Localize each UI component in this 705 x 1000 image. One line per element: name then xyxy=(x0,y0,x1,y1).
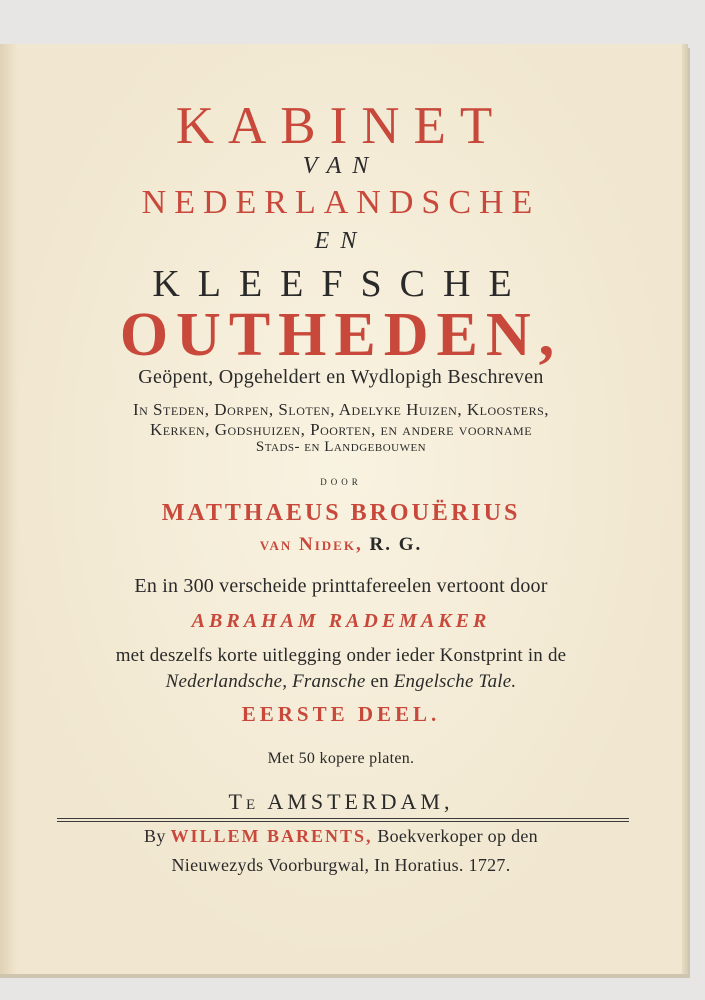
language-conjunction: en xyxy=(370,671,389,692)
title-line-kabinet: KABINET xyxy=(175,97,507,155)
title-line-van: VAN xyxy=(302,153,380,179)
imprint-rule-top xyxy=(57,818,629,819)
page-edge xyxy=(682,44,688,974)
plates-note: Met 50 kopere platen. xyxy=(267,750,415,767)
title-line-outheden: OUTHEDEN, xyxy=(119,301,563,369)
title-line-nederlandsche: NEDERLANDSCHE xyxy=(141,184,541,221)
title-line-kleefsche: KLEEFSCHE xyxy=(152,263,530,305)
author-title: R. G. xyxy=(369,534,423,555)
publisher-name: WILLEM BARENTS, xyxy=(170,826,373,846)
imprint-profession: Boekverkoper op den xyxy=(377,826,538,846)
language-french: Fransche xyxy=(292,671,366,692)
explanation-line-2 xyxy=(0,671,682,693)
place-of-publication: Te AMSTERDAM, xyxy=(228,789,454,814)
places-line-1: In Steden, Dorpen, Sloten, Adelyke Huizen, Kloosters, xyxy=(132,400,550,419)
volume-label: EERSTE DEEL. xyxy=(241,702,441,726)
prints-line: En in 300 verscheide printtafereelen vertoont door xyxy=(134,575,548,597)
imprint-line-2: Nieuwezyds Voorburgwal, In Horatius. 1727. xyxy=(171,855,511,875)
imprint-by: By xyxy=(144,826,166,846)
author-surname-suffix: van Nidek, xyxy=(259,534,363,555)
artist-name: ABRAHAM RADEMAKER xyxy=(191,610,491,632)
author-line-2 xyxy=(0,534,682,556)
language-english: Engelsche Tale. xyxy=(393,671,517,692)
author-name: MATTHAEUS BROUËRIUS xyxy=(161,500,521,526)
places-line-2: Kerken, Godshuizen, Poorten, en andere voorname xyxy=(149,420,533,439)
places-line-3: Stads- en Landgebouwen xyxy=(255,439,427,455)
by-label: door xyxy=(320,473,362,488)
imprint-line-1 xyxy=(0,826,682,847)
explanation-line-1: met deszelfs korte uitlegging onder ieder Konstprint in de xyxy=(115,645,567,666)
title-line-en: EN xyxy=(314,228,368,254)
language-dutch: Nederlandsche, xyxy=(165,671,288,692)
subtitle: Geöpent, Opgeheldert en Wydlopigh Beschreven xyxy=(138,366,544,388)
imprint-rule-bottom xyxy=(57,821,629,822)
